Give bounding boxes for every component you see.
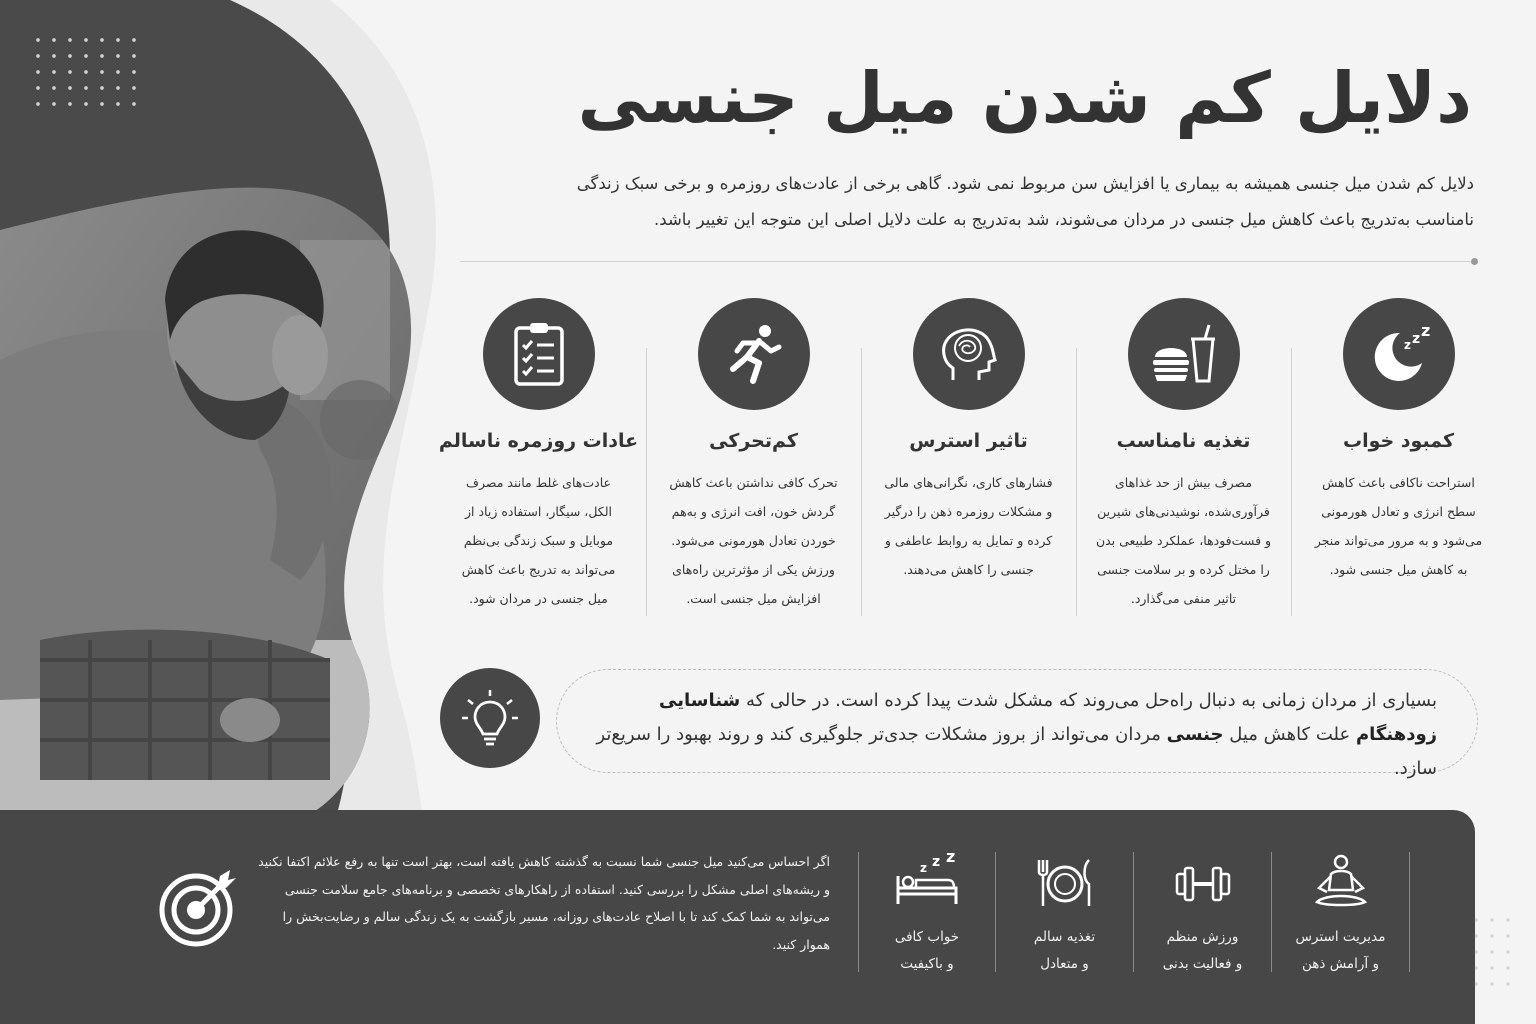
cause-title: تغذیه نامناسب bbox=[1116, 430, 1251, 452]
lightbulb-icon bbox=[440, 668, 540, 768]
svg-text:z: z bbox=[920, 861, 927, 875]
checklist-clipboard-icon bbox=[483, 298, 595, 410]
svg-text:z: z bbox=[932, 854, 941, 870]
header-divider bbox=[460, 261, 1476, 262]
habit-label: ورزش منظم و فعالیت بدنی bbox=[1162, 929, 1243, 972]
cause-card-habits bbox=[431, 298, 646, 628]
cause-card-stress bbox=[861, 298, 1076, 628]
stressed-head-icon bbox=[913, 298, 1025, 410]
intro-paragraph: دلایل کم شدن میل جنسی همیشه به بیماری یا افزایش سن مربوط نمی شود. گاهی برخی از عادت‌های روزمره و برخی سبک زندگی نامناسب به‌تدریج باعث کاهش میل جنسی در مردان می‌شوند، شد به‌تدریج به علت دلایل اصلی این متوجه این تغییر باشد. bbox=[576, 174, 1474, 229]
habit-stress-management bbox=[1272, 852, 1410, 972]
meditation-icon bbox=[1309, 852, 1373, 912]
bed-zzz-icon bbox=[892, 852, 962, 912]
page-title: دلایل کم شدن میل جنسی bbox=[577, 57, 1472, 139]
habit-nutrition bbox=[996, 852, 1134, 972]
cause-title: کمبود خواب bbox=[1342, 430, 1455, 452]
dumbbell-icon bbox=[1171, 852, 1235, 912]
cause-description: مصرف بیش از حد غذاهای فرآوری‌شده، نوشیدنی‌های شیرین و فست‌فودها، عملکرد طبیعی بدن را مختل کرده و بر سلامت جنسی تاثیر منفی می‌گذارد. bbox=[1095, 475, 1272, 606]
cause-description: فشارهای کاری، نگرانی‌های مالی و مشکلات روزمره ذهن را درگیر کرده و تمایل به روابط عاطفی و جنسی را کاهش می‌دهند. bbox=[884, 475, 1053, 577]
causes-row bbox=[430, 298, 1506, 628]
target-arrow-icon bbox=[156, 866, 240, 950]
svg-text:z: z bbox=[1411, 331, 1420, 347]
cause-description: استراحت ناکافی باعث کاهش سطح انرژی و تعادل هورمونی می‌شود و به مرور می‌تواند منجر به کاهش میل جنسی شود. bbox=[1314, 475, 1483, 577]
tip-text-middle: علت کاهش میل bbox=[1223, 724, 1356, 745]
cause-title: کم‌تحرکی bbox=[709, 430, 798, 452]
cause-description: عادت‌های غلط مانند مصرف الکل، سیگار، استفاده زیاد از موبایل و سبک زندگی بی‌نظم می‌تواند به تدریج باعث کاهش میل جنسی در مردان شود. bbox=[461, 475, 616, 606]
tip-text-end: مردان می‌تواند از بروز مشکلات جدی‌تر جلوگیری کند و روند بهبود را سریع‌تر سازد. bbox=[596, 724, 1437, 779]
cause-title: تاثیر استرس bbox=[909, 430, 1028, 452]
habit-sleep bbox=[858, 852, 996, 972]
habit-exercise bbox=[1134, 852, 1272, 972]
svg-text:z: z bbox=[946, 852, 956, 866]
tip-callout bbox=[556, 669, 1478, 779]
svg-text:z: z bbox=[1420, 321, 1430, 340]
cause-title: عادات روزمره ناسالم bbox=[438, 430, 639, 452]
habit-label: مدیریت استرس و آرامش ذهن bbox=[1295, 929, 1386, 972]
burger-drink-icon bbox=[1128, 298, 1240, 410]
plate-cutlery-icon bbox=[1033, 852, 1097, 912]
cause-card-sleep bbox=[1291, 298, 1506, 628]
tip-highlight-early-detection: شناسایی زودهنگام bbox=[659, 690, 1437, 745]
moon-zzz-icon bbox=[1343, 298, 1455, 410]
cause-card-inactivity bbox=[646, 298, 861, 628]
cause-card-nutrition bbox=[1076, 298, 1291, 628]
cause-description: تحرک کافی نداشتن باعث کاهش گردش خون، افت انرژی و به‌هم خوردن تعادل هورمونی می‌شود. ورزش یکی از مؤثرترین راه‌های افزایش میل جنسی است. bbox=[669, 475, 838, 606]
habit-label: خواب کافی و باکیفیت bbox=[894, 929, 960, 972]
tip-text-start: بسیاری از مردان زمانی به دنبال راه‌حل می‌روند که مشکل شدت پیدا کرده است. در حالی که bbox=[740, 690, 1437, 711]
tip-highlight-sexual: جنسی bbox=[1166, 724, 1224, 745]
running-person-icon bbox=[698, 298, 810, 410]
svg-text:z: z bbox=[1403, 338, 1411, 352]
header-divider-dot bbox=[1471, 258, 1478, 265]
habit-label: تغذیه سالم و متعادل bbox=[1033, 929, 1096, 972]
healthy-habits-row bbox=[858, 852, 1410, 972]
bottom-paragraph: اگر احساس می‌کنید میل جنسی شما نسبت به گذشته کاهش یافته است، بهتر است تنها به رفع علائم اکتفا نکنید و ریشه‌های اصلی مشکل را بررسی کنید. استفاده از راهکارهای تخصصی و برنامه‌های جامع سلامت جنسی می‌تواند به شما کمک کند تا با اصلاح عادت‌های روزانه، مسیر بازگشت به یک زندگی سالم و رضایت‌بخش را هموار کنید. bbox=[258, 854, 830, 952]
